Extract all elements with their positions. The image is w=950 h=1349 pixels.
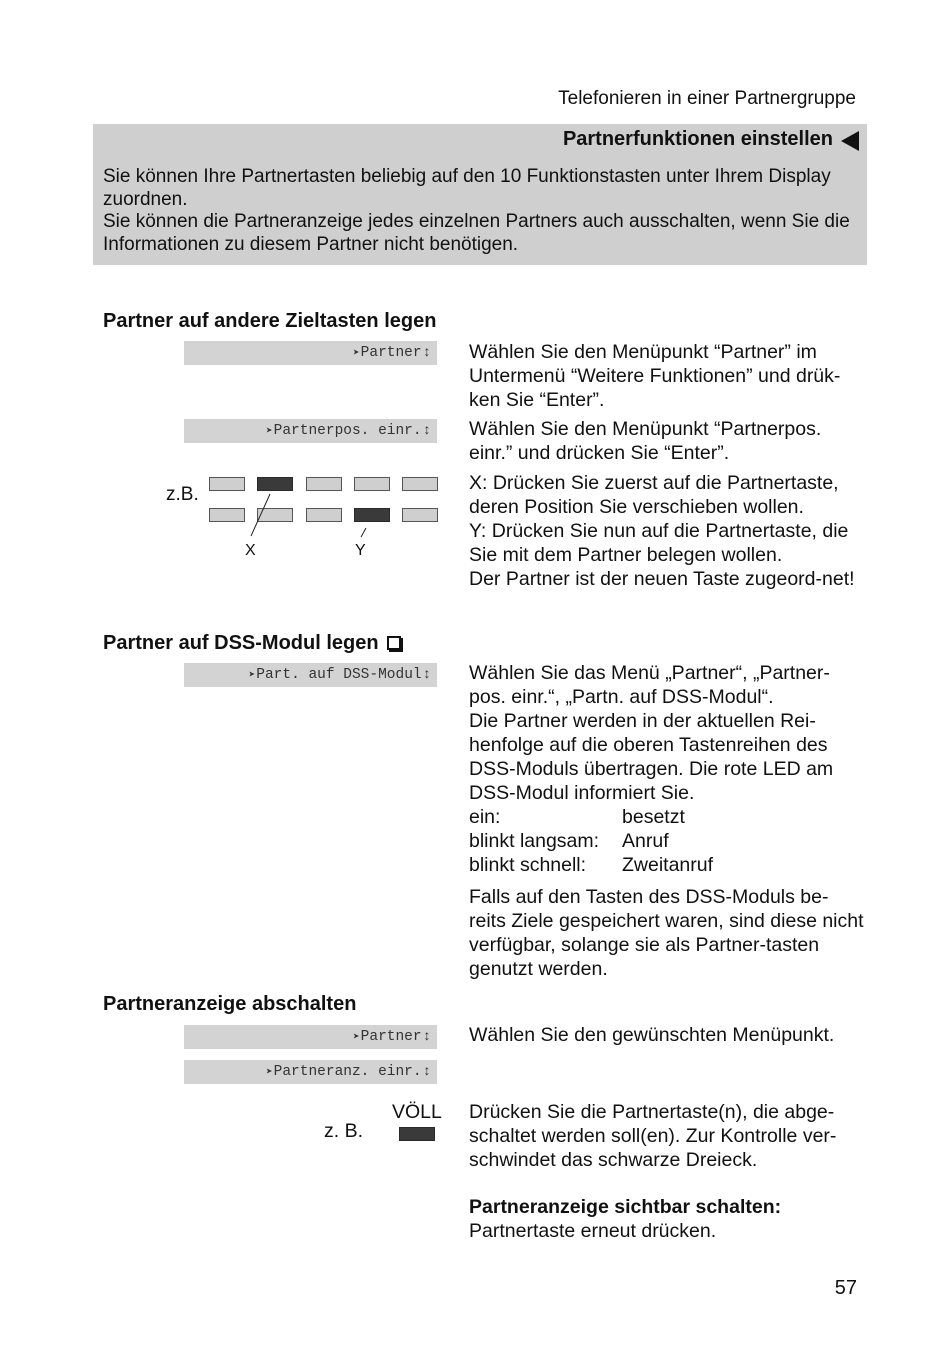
led-state: ein: (469, 806, 501, 828)
section-title: Partner auf andere Zieltasten legen (103, 310, 437, 332)
label-y: Y (355, 542, 366, 559)
arrow-right-icon: ➤ (266, 426, 273, 438)
step-paragraph: Wählen Sie das Menü „Partner“, „Partner-pos. einr.“, „Partn. auf DSS-Modul“. (469, 662, 830, 708)
note-text: Partnertaste erneut drücken. (469, 1220, 717, 1242)
display-line (184, 1025, 437, 1049)
example-label: z.B. (166, 484, 199, 505)
pointer-line-y (361, 528, 366, 537)
display-text: Partneranz. einr. (273, 1064, 422, 1080)
note-title: Partneranzeige sichtbar schalten: (469, 1196, 782, 1218)
running-header: Telefonieren in einer Partnergruppe (558, 88, 856, 109)
led-meaning: besetzt (622, 806, 685, 828)
function-key (402, 477, 438, 491)
arrow-right-icon: ➤ (353, 1032, 360, 1044)
intro-text (103, 166, 858, 256)
up-down-icon: ↕ (422, 345, 431, 361)
example-label: z. B. (324, 1120, 364, 1142)
led-meaning: Zweitanruf (622, 854, 714, 876)
step-paragraph: Wählen Sie den Menüpunkt “Partner” im Untermenü “Weitere Funktionen” und drük-ken Sie “Enter”. (469, 341, 841, 411)
step-paragraph: Falls auf den Tasten des DSS-Moduls be-reits Ziele gespeichert waren, sind diese nicht verfügbar, solange sie als Partner-tasten genutzt werden. (469, 886, 864, 980)
display-line (184, 663, 437, 687)
label-x: X (245, 542, 256, 559)
step-text (469, 417, 864, 465)
up-down-icon: ↕ (422, 423, 431, 439)
page-number: 57 (834, 1277, 857, 1299)
led-state-table (469, 805, 864, 877)
key-label: VÖLL (392, 1101, 442, 1123)
function-key-x (257, 477, 293, 491)
arrow-right-icon: ➤ (353, 348, 360, 360)
step-paragraph: Wählen Sie den gewünschten Menüpunkt. (469, 1024, 835, 1046)
step-text (469, 471, 864, 591)
display-text: Part. auf DSS-Modul (256, 667, 422, 683)
display-line (184, 1060, 437, 1084)
section2-text (469, 661, 864, 981)
step-text (469, 340, 864, 412)
step-text (469, 1023, 864, 1047)
intro-paragraph: Sie können die Partneranzeige jedes einzelnen Partners auch ausschalten, wenn Sie die Informationen zu diesem Partner nicht benötigen. (103, 211, 850, 255)
display-line (184, 419, 437, 443)
arrow-right-icon: ➤ (266, 1067, 273, 1079)
arrow-right-icon: ➤ (248, 670, 256, 682)
function-key (209, 477, 245, 491)
pointer-lines (240, 490, 380, 540)
display-line (184, 341, 437, 365)
display-text: Partner (360, 1029, 422, 1045)
section-title: Partneranzeige abschalten (103, 993, 357, 1015)
step-paragraph: Y: Drücken Sie nun auf die Partnertaste, die Sie mit dem Partner belegen wollen. (469, 520, 849, 566)
up-down-icon: ↕ (422, 1064, 431, 1080)
up-down-icon: ↕ (422, 667, 431, 683)
step-text (469, 1100, 864, 1243)
pointer-line-x (251, 494, 270, 536)
key-row-top (209, 477, 438, 491)
step-paragraph: X: Drücken Sie zuerst auf die Partnertaste, deren Position Sie verschieben wollen. (469, 472, 839, 518)
intro-paragraph: Sie können Ihre Partnertasten beliebig auf den 10 Funktionstasten unter Ihrem Display zuordnen. (103, 166, 831, 210)
function-key (354, 477, 390, 491)
section-title-text: Partner auf DSS-Modul legen (103, 632, 379, 654)
display-text: Partnerpos. einr. (273, 423, 422, 439)
step-paragraph: Die Partner werden in der aktuellen Rei-henfolge auf die oberen Tastenreihen des DSS-Moduls übertragen. Die rote LED am DSS-Modul informiert Sie. (469, 710, 834, 804)
function-key (402, 508, 438, 522)
led-state: blinkt langsam: (469, 830, 600, 852)
function-key (306, 477, 342, 491)
partner-key (399, 1127, 435, 1141)
up-down-icon: ↕ (422, 1029, 431, 1045)
display-text: Partner (360, 345, 422, 361)
intro-title: Partnerfunktionen einstellen (562, 128, 833, 150)
led-state: blinkt schnell: (469, 854, 587, 876)
step-paragraph: Drücken Sie die Partnertaste(n), die abge-schaltet werden soll(en). Zur Kontrolle ver-schwindet das schwarze Dreieck. (469, 1101, 837, 1171)
step-paragraph: Der Partner ist der neuen Taste zugeord-net! (469, 568, 855, 590)
intro-title-bar (93, 124, 867, 164)
box-icon (387, 636, 401, 650)
section-title (103, 632, 401, 655)
step-paragraph: Wählen Sie den Menüpunkt “Partnerpos. einr.” und drücken Sie “Enter”. (469, 418, 822, 464)
led-meaning: Anruf (622, 830, 669, 852)
triangle-left-icon (841, 131, 859, 151)
